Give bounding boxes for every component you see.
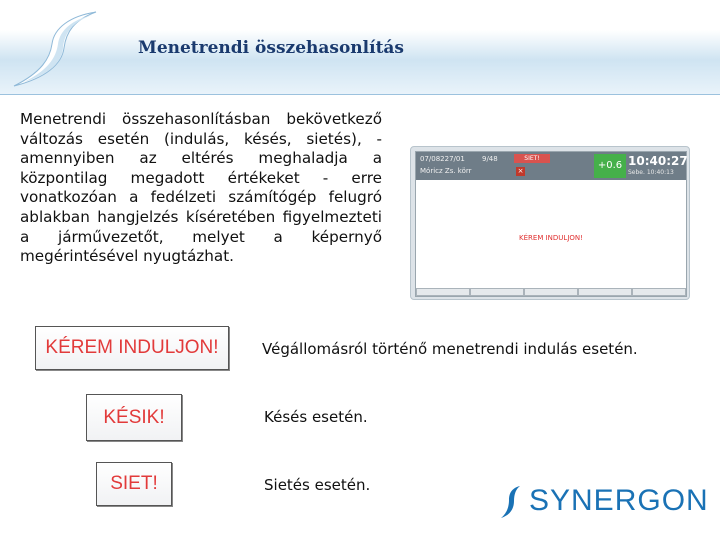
close-icon: × [517, 167, 524, 175]
page-title: Menetrendi összehasonlítás [138, 38, 405, 58]
screen-clock: 10:40:27 [628, 154, 688, 168]
siet-popup: SIET! [96, 462, 172, 506]
screen-bottom-button [524, 288, 578, 296]
device-screen-image [410, 146, 690, 300]
screen-clock-sub: Sebe. 10:40:13 [628, 169, 674, 176]
kesik-popup: KÉSIK! [86, 394, 182, 441]
siet-description: Sietés esetén. [264, 476, 371, 494]
synergon-swoosh-icon [500, 484, 522, 520]
screen-message: KÉREM INDULJON! [519, 234, 583, 242]
screen-status-bar [416, 152, 686, 180]
screen-bottom-button [632, 288, 686, 296]
swoosh-logo-icon [8, 6, 108, 90]
body-paragraph-text: Menetrendi összehasonlításban bekövetkező változás esetén (indulás, késés, sietés), - amennyiben az eltérés meghaladja a központilag megadott értékeket - erre vonatkozóan a fedélzeti számítógép felugró ablakban hangjelzés kíséretében figyelmezteti a járművezetőt, melyet a képernyő megérintésével nyugtázhat. [20, 110, 382, 266]
screen-bottom-button [578, 288, 632, 296]
screen-bottom-button [416, 288, 470, 296]
kesik-description: Késés esetén. [264, 408, 368, 426]
synergon-logo-text: SYNERGON [529, 484, 709, 517]
header-rule [0, 94, 720, 95]
screen-line3: 9/48 [482, 155, 498, 163]
screen-deviation-badge: +0.6 [594, 154, 626, 178]
kerem-induljon-popup: KÉREM INDULJON! [35, 326, 229, 370]
screen-line2: Móricz Zs. körr [420, 167, 472, 175]
device-screen-display [415, 151, 687, 297]
screen-bottom-buttons [416, 288, 686, 296]
screen-alert-badge: SIET! [514, 154, 550, 163]
body-paragraph [20, 110, 382, 267]
screen-line1: 07/08227/01 [420, 155, 465, 163]
kerem-induljon-description: Végállomásról történő menetrendi indulás esetén. [262, 340, 638, 358]
screen-bottom-button [470, 288, 524, 296]
